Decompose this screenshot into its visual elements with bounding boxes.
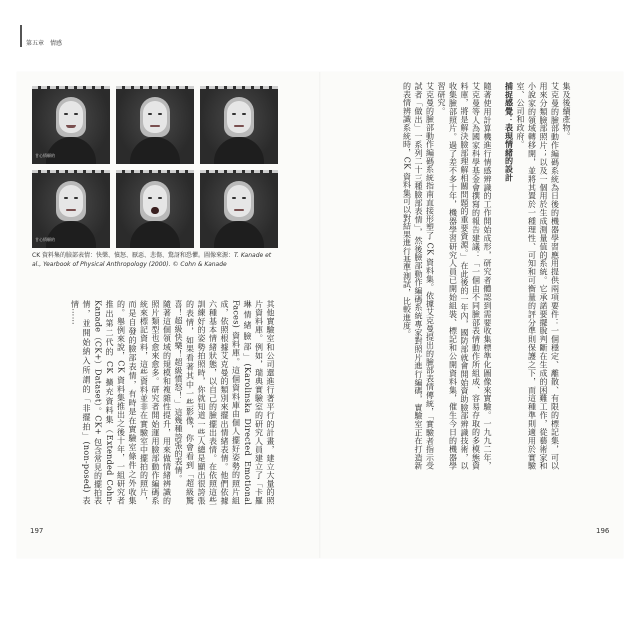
- figure-caption: [32, 251, 282, 269]
- paragraph: 集及後續產物。: [562, 82, 571, 141]
- page-number-right: 196: [596, 527, 610, 535]
- chapter-title: 第五章 情感: [26, 40, 63, 47]
- paragraph: 艾克曼的臉部動作編碼系統指南直接形塑了 CK 資料集。依據艾克曼提出的臉部表情傳統，「實驗者指示受試者「做出」一系列二十三種臉部表情」，然後臉部動作編碼系統專家對照片進行編碼，實驗室正在打造新的表情辨識系統時，CK 資料集可以對結果進行基準測試，比較進度。: [402, 82, 435, 470]
- page-number-left: 197: [30, 527, 44, 535]
- photo-surprise: [116, 170, 194, 248]
- photo-disgust: [200, 86, 278, 164]
- photo-fear: [200, 170, 278, 248]
- left-page-body: [38, 300, 276, 505]
- photo-tag: 甘心情願的: [35, 153, 55, 158]
- photo-anger: [116, 86, 194, 164]
- paragraph: 隨著使用計算機進行情感辨識的工作開始成形，研究者體認到需要收集標準化圖像來實驗。一九九二年，艾克曼等人為國家科學基金會撰寫的報告建議：「一個由不同臉部表情動作所組成、容易存取的多模態資料庫，將是解決臉部理解相關問題的重要資源。」在此後的一年內，國防部就會開始資助臉部辨識技術，以收集臉部照片。過了差不多十年，機器學習研究人員已開始組裝、標記和公開資料集，催生今日的機器學習研究。: [437, 82, 492, 470]
- paragraph: 其他實驗室和公司還進行著平行的計畫，建立大量的照片資料庫。例如，瑞典實驗室的研究人員建立了「卡羅琳情緒臉部」(Karolinska Directed Emotional Faces) 資料庫。這個資料庫由個人擺好姿勢的照片組成，依照根據艾克曼的類別來擺出情緒表情。他們依據六種基本情緒狀態，以自己的臉擺出表情。在依照這些訓練好的姿勢拍照時，你就知道一些人總是顯出很誇張的表情，如果看著其中一些影像，你會看到「超級驚喜！超級快樂！超級憤怒！」這幾種誇張的表情。: [174, 300, 275, 505]
- caption-text: CK 資料集的臉部表情：快樂、憤怒、厭惡、悲傷、驚訝和恐懼。圖像來源：: [32, 252, 235, 259]
- spine-gutter: [319, 72, 321, 558]
- running-header: [20, 38, 62, 47]
- section-heading: 捕捉感覺：表現情緒的設計: [504, 82, 515, 182]
- photo-tag: 甘心情願的: [35, 237, 55, 242]
- header-rule: [20, 25, 22, 47]
- expression-photo-grid: [32, 86, 278, 248]
- paragraph: 艾克曼的臉部動作編碼系統為日後的機器學習應用提供兩項要件：一個穩定、離散、有限的標記集，可以用來分類臉部照片；以及一個用於生成測量值的系統。它承諾要擺脫判斷在生成的困難工作，從藝術家和小說家的領域轉移開，並將其置於一種理性、可知和可衡量的評分準則保護之下，而這種準則適用於實驗室、公司和政府。: [516, 82, 560, 470]
- right-page-body: [338, 82, 572, 470]
- paragraph: 隨著這個領域的規模和複雜性提升，用來做情緒辨識的照片類型也愈來愈多。研究者開始運用臉部動作編碼系統來標記資料，這些資料並非在實驗室中擺拍的照片，而是自發的臉部表情，有時是在實驗室條件之外收集的。舉例來說，CK 資料集推出之後十年，一組研究者推出第二代的 CK 擴充資料集（Extended Cohn-Kanade（CK+）Dataset）。CK+ 包含常見的擺拍表情，並開始納入所謂的「非擺拍」(non-posed) 表情……: [70, 300, 172, 505]
- photo-happy: [32, 86, 110, 164]
- photo-sadness: [32, 170, 110, 248]
- caption-source: T. Kanade et al., Yearbook of Physical Anthropology (2000). © Cohn & Kanade: [32, 252, 272, 268]
